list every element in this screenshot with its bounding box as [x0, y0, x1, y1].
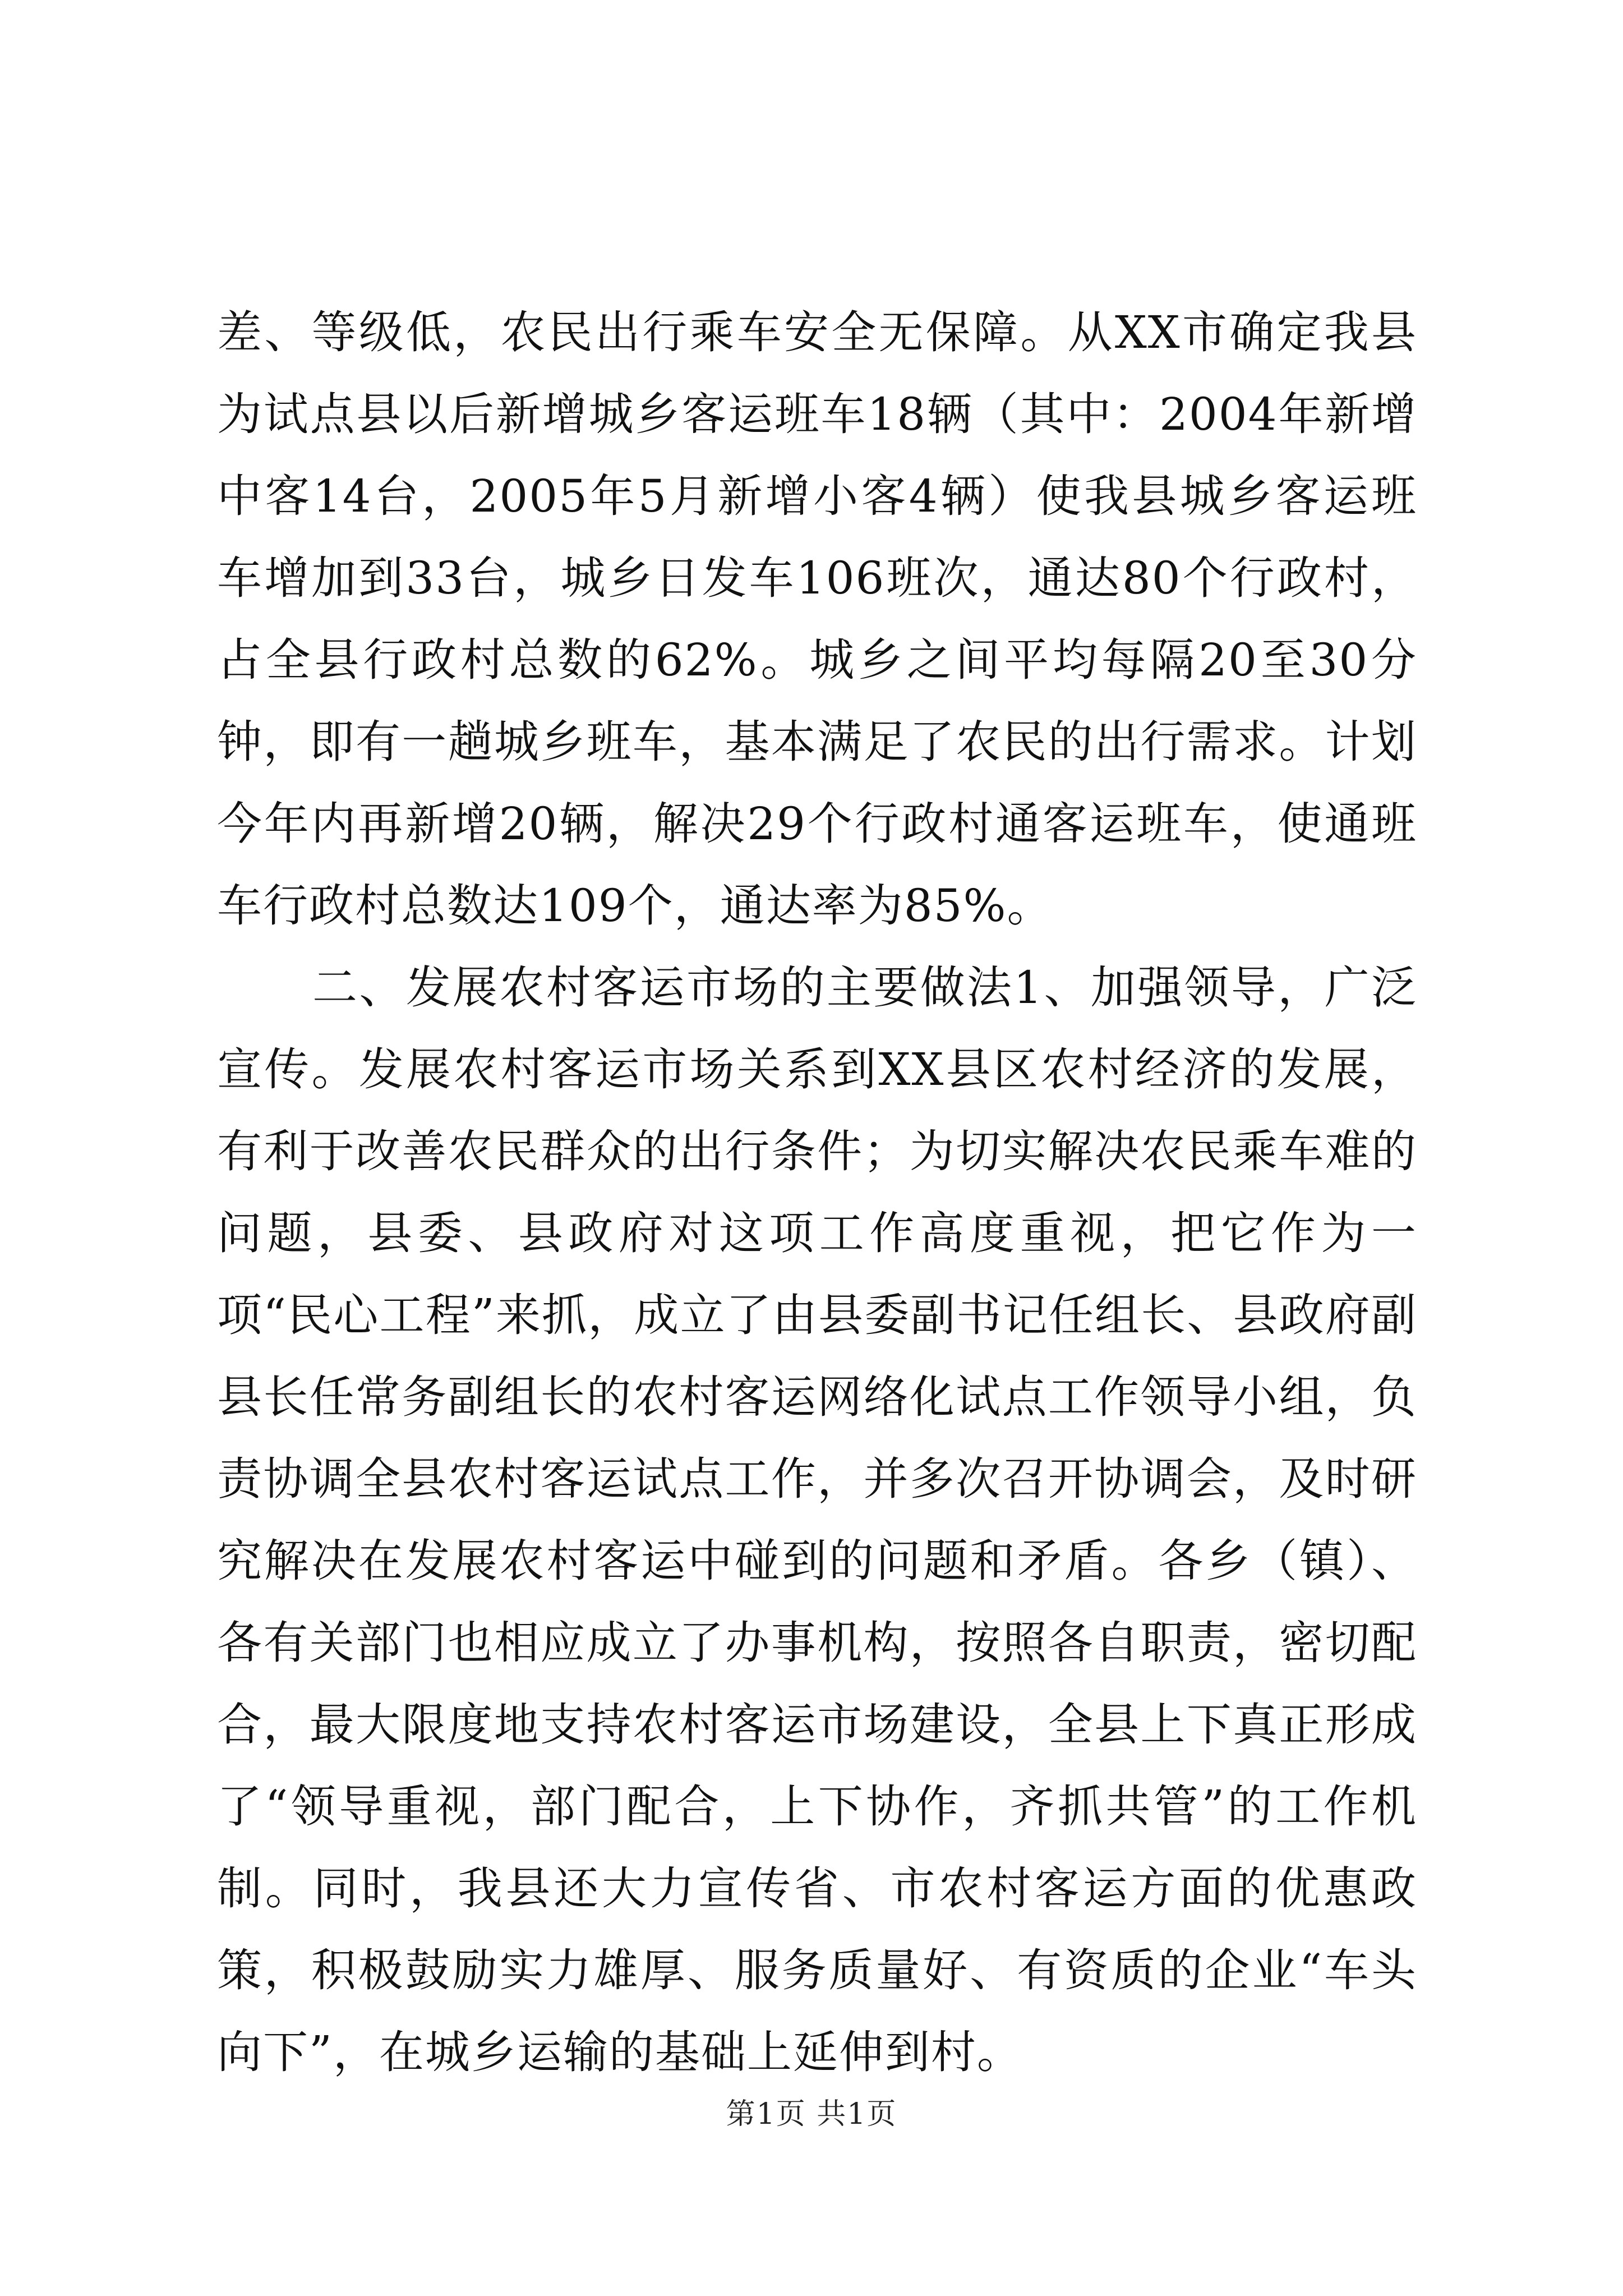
paragraph-section-two: 二、发展农村客运市场的主要做法1、加强领导，广泛宣传。发展农村客运市场关系到XX县区农村经济的发展，有利于改善农民群众的出行条件；为切实解决农民乘车难的问题，县委、县政府对这项工作高度重视，把它作为一项“民心工程”来抓，成立了由县委副书记任组长、县政府副县长任常务副组长的农村客运网络化试点工作领导小组，负责协调全县农村客运试点工作，并多次召开协调会，及时研究解决在发展农村客运中碰到的问题和矛盾。各乡（镇）、各有关部门也相应成立了办事机构，按照各自职责，密切配合，最大限度地支持农村客运市场建设，全县上下真正形成了“领导重视，部门配合，上下协作，齐抓共管”的工作机制。同时，我县还大力宣传省、市农村客运方面的优惠政策，积极鼓励实力雄厚、服务质量好、有资质的企业“车头向下”，在城乡运输的基础上延伸到村。 — [217, 961, 1417, 2078]
paragraph-continued: 差、等级低，农民出行乘车安全无保障。从XX市确定我县为试点县以后新增城乡客运班车18辆（其中：2004年新增中客14台，2005年5月新增小客4辆）使我县城乡客运班车增加到33台，城乡日发车106班次，通达80个行政村，占全县行政村总数的62%。城乡之间平均每隔20至30分钟，即有一趟城乡班车，基本满足了农民的出行需求。计划今年内再新增20辆，解决29个行政村通客运班车，使通班车行政村总数达109个，通达率为85%。 — [217, 306, 1417, 932]
document-body — [217, 292, 1417, 2093]
page-number-footer: 第1页 共1页 — [726, 2097, 897, 2131]
